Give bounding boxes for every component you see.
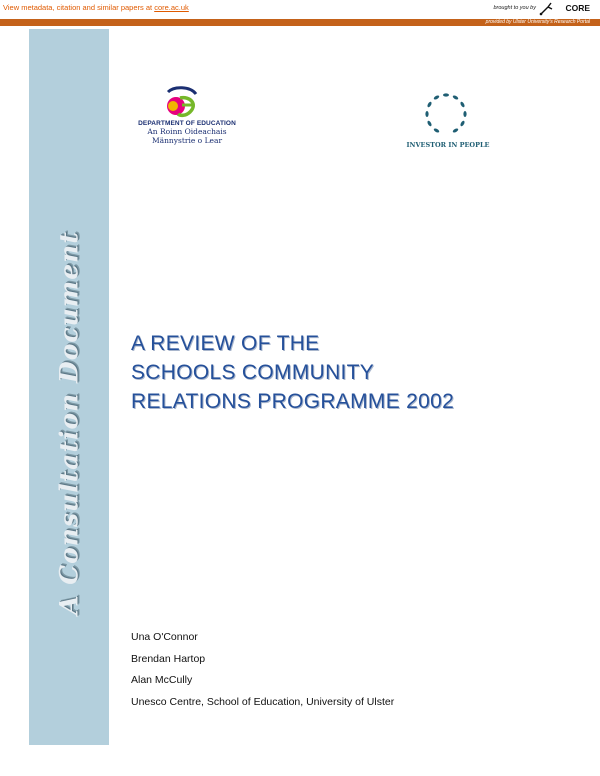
core-link[interactable]: core.ac.uk (154, 3, 189, 12)
dept-name-ulster-scots: Männystrie o Lear (151, 136, 223, 145)
provided-by-text: provided by Ulster University's Research Portal (485, 19, 590, 25)
author-2: Brendan Hartop (131, 652, 206, 665)
investor-in-people-label: INVESTOR IN PEOPLE (406, 141, 490, 149)
dept-name-irish: An Roinn Oideachais (147, 127, 227, 136)
dept-name-english: DEPARTMENT OF EDUCATION (138, 120, 236, 127)
investor-in-people-wreath-icon (424, 92, 468, 136)
core-label[interactable]: CORE (565, 3, 590, 13)
brought-to-you-text: brought to you by (493, 5, 536, 11)
authors-list (131, 627, 394, 713)
title-line-1: A REVIEW OF THE (131, 332, 320, 355)
metadata-notice[interactable] (3, 3, 189, 12)
author-1: Una O'Connor (131, 631, 198, 643)
consultation-document-label: A Consultation Document (54, 231, 84, 615)
title-line-2: SCHOOLS COMMUNITY (131, 361, 375, 384)
department-of-education-block (132, 120, 242, 145)
provider-stripe (0, 19, 600, 26)
title-line-3: RELATIONS PROGRAMME 2002 (131, 390, 455, 413)
affiliation: Unesco Centre, School of Education, University of Ulster (131, 695, 395, 708)
core-logo-icon[interactable] (538, 1, 560, 17)
document-title (131, 329, 454, 416)
department-of-education-logo-icon (160, 86, 200, 122)
core-banner (0, 0, 600, 19)
author-3: Alan McCully (131, 674, 193, 686)
metadata-text: View metadata, citation and similar papers at (3, 3, 153, 12)
cover-sidebar (29, 29, 109, 745)
